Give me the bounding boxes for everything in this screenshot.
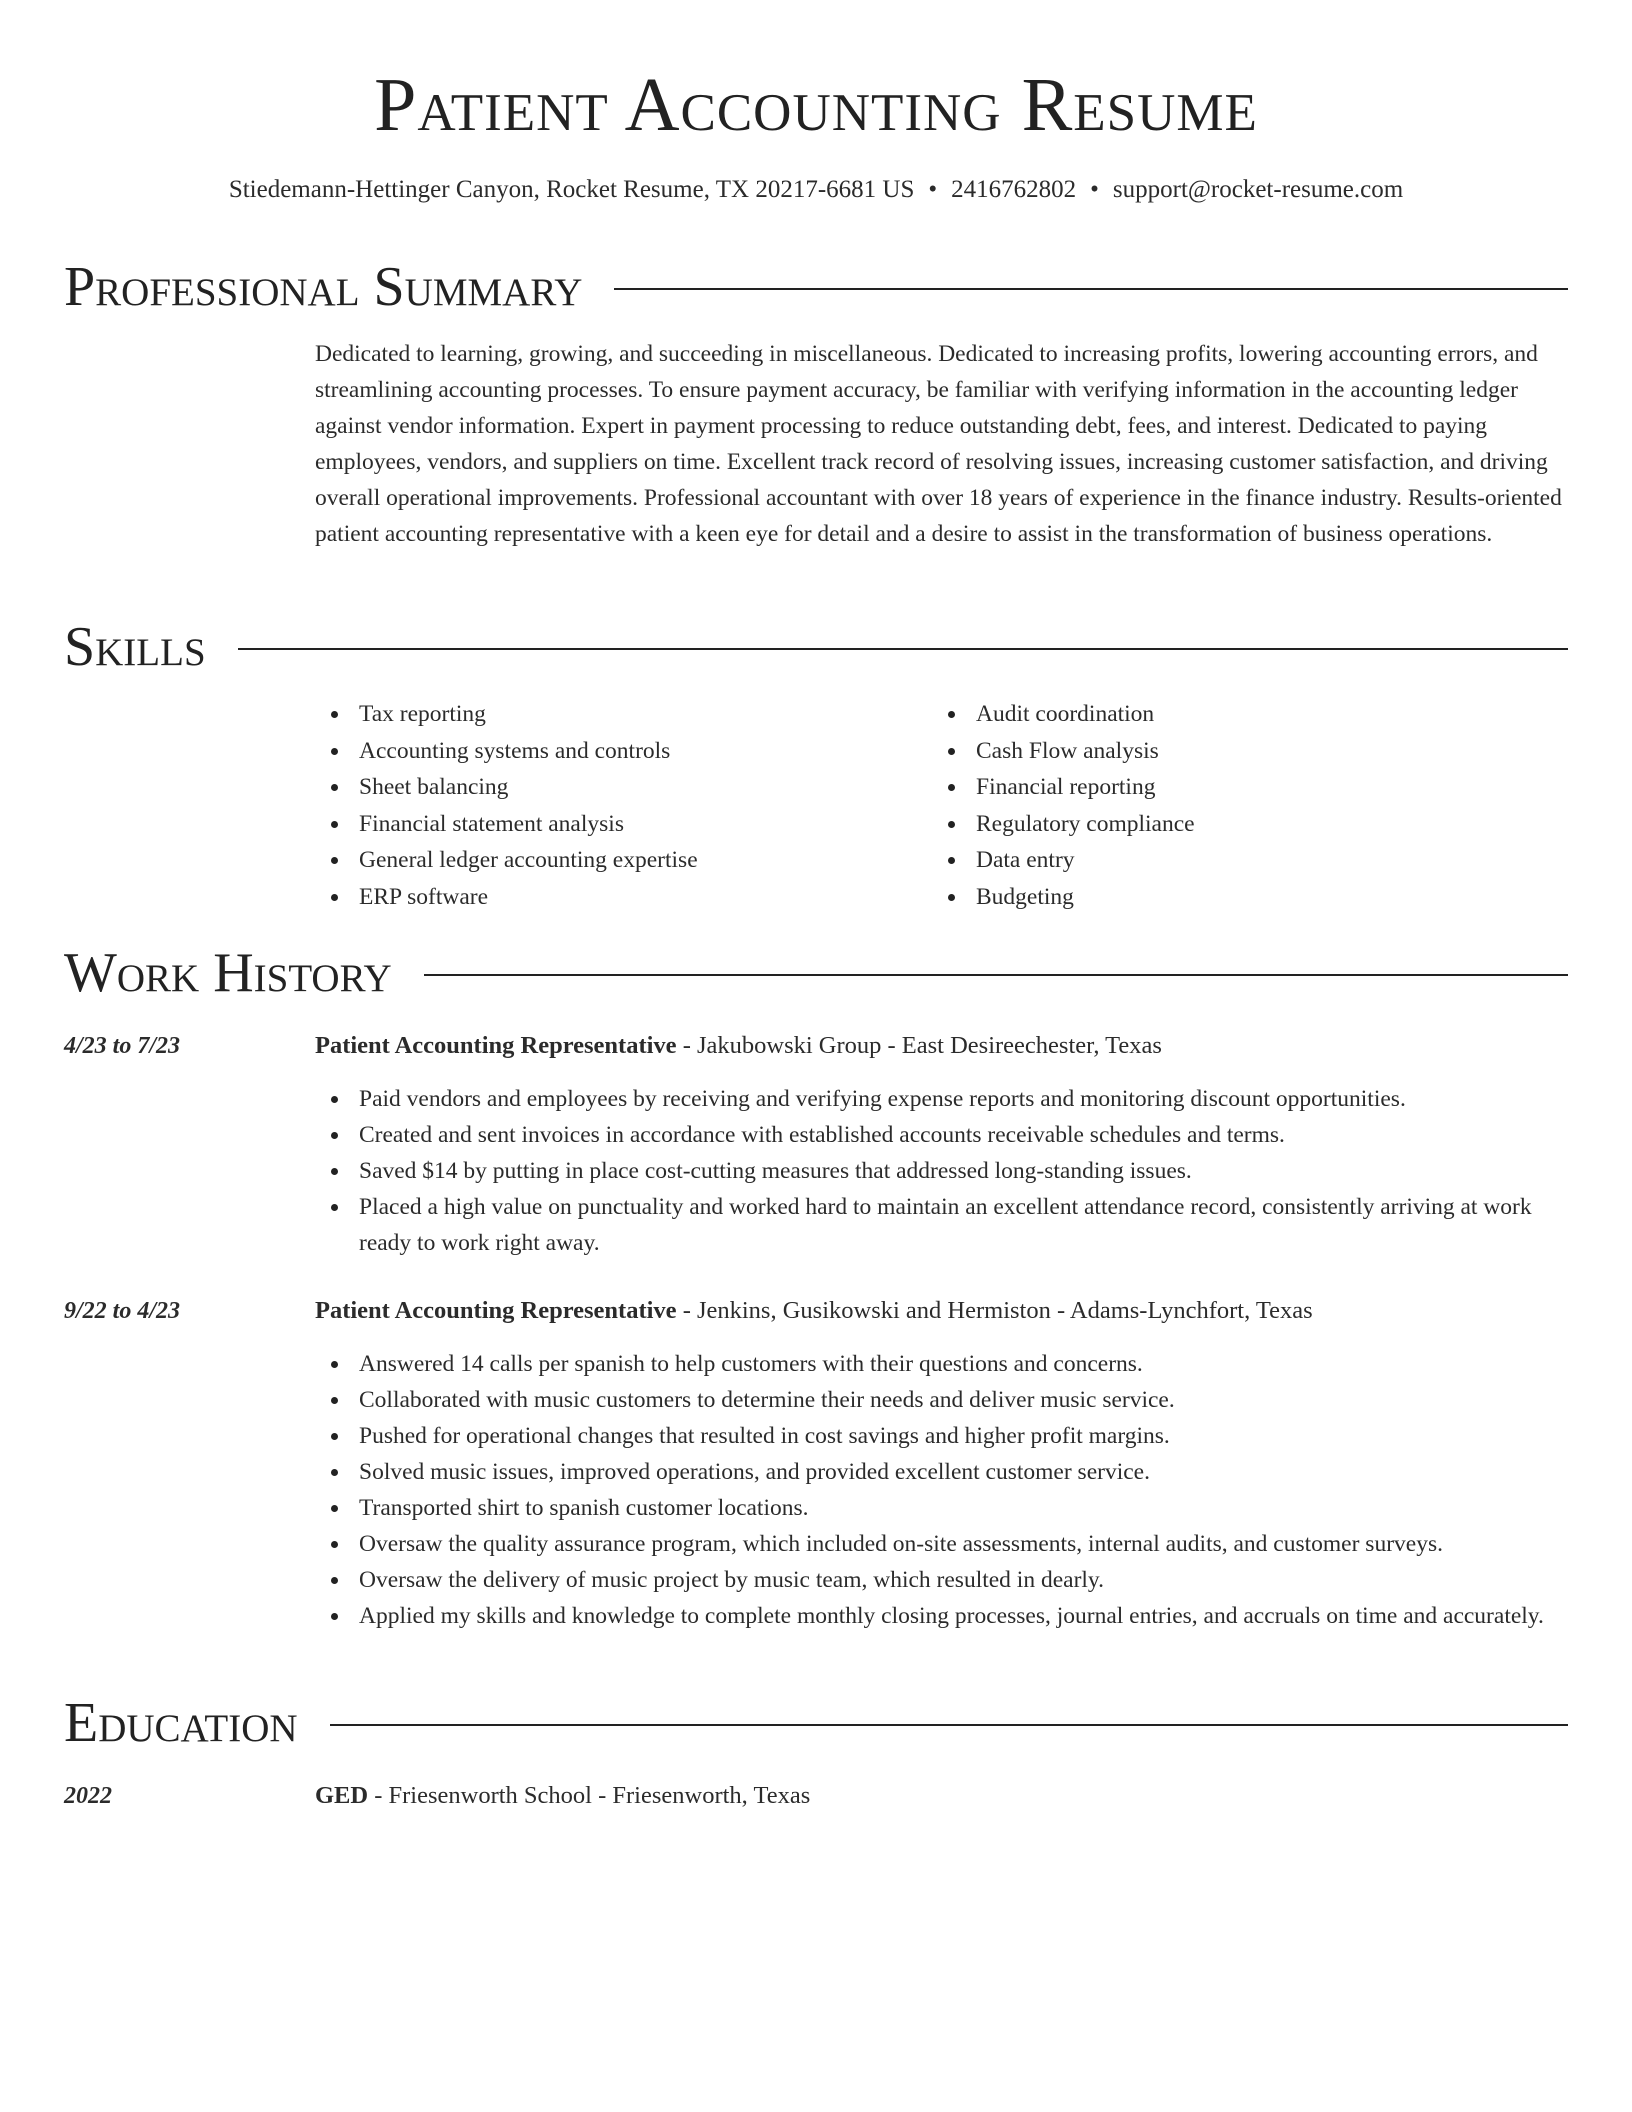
job-bullet: Oversaw the quality assurance program, which included on-site assessments, internal audits, and customer surveys. [315, 1526, 1568, 1562]
job-bullet: Pushed for operational changes that resulted in cost savings and higher profit margins. [315, 1418, 1568, 1454]
job-dates: 4/23 to 7/23 [64, 1033, 181, 1059]
skill-item: Tax reporting [315, 696, 932, 733]
skill-item: Audit coordination [932, 696, 1549, 733]
resume-title: Patient Accounting Resume [374, 63, 1258, 147]
skill-item: Cash Flow analysis [932, 733, 1549, 770]
job-bullet: Paid vendors and employees by receiving and verifying expense reports and monitoring discount opportunities. [315, 1081, 1568, 1117]
skills-heading: Skills [64, 616, 206, 678]
contact-separator: • [928, 176, 938, 203]
section-divider [424, 974, 1568, 976]
summary-section-header [64, 252, 1568, 322]
contact-address: Stiedemann-Hettinger Canyon, Rocket Resume, TX 20217-6681 US [228, 176, 915, 203]
resume-page [64, 0, 1568, 2112]
job-bullet: Placed a high value on punctuality and worked hard to maintain an excellent attendance record, consistently arriving at work ready to work right away. [315, 1189, 1568, 1261]
education-section-header [64, 1688, 1568, 1758]
job-title: Patient Accounting Representative [315, 1032, 677, 1059]
skill-item: ERP software [315, 879, 932, 916]
job-bullet: Collaborated with music customers to determine their needs and deliver music service. [315, 1382, 1568, 1418]
skill-item: Accounting systems and controls [315, 733, 932, 770]
skill-item: Data entry [932, 842, 1549, 879]
skills-column-right [932, 696, 1549, 915]
skill-item: Regulatory compliance [932, 806, 1549, 843]
education-heading: Education [64, 1692, 298, 1754]
summary-text: Dedicated to learning, growing, and succeeding in miscellaneous. Dedicated to increasing profits, lowering accounting errors, and streamlining accounting processes. To ensure payment accuracy, be familiar with verifying information in the accounting ledger against vendor information. Expert in payment processing to reduce outstanding debt, fees, and interest. Dedicated to paying employees, vendors, and suppliers on time. Excellent track record of resolving issues, increasing customer satisfaction, and driving overall operational improvements. Professional accountant with over 18 years of experience in the finance industry. Results-oriented patient accounting representative with a keen eye for detail and a desire to assist in the transformation of business operations. [315, 341, 1562, 547]
job-bullets [315, 1081, 1568, 1261]
section-divider [614, 288, 1568, 290]
summary-heading: Professional Summary [64, 256, 583, 318]
job-bullet: Applied my skills and knowledge to complete monthly closing processes, journal entries, and accruals on time and accurately. [315, 1598, 1568, 1634]
job-dates: 9/22 to 4/23 [64, 1298, 181, 1324]
skill-item: Sheet balancing [315, 769, 932, 806]
education-degree: GED [315, 1782, 369, 1809]
contact-separator: • [1090, 176, 1099, 203]
skill-item: Budgeting [932, 879, 1549, 916]
skill-item: Financial reporting [932, 769, 1549, 806]
job-details: - Jakubowski Group - East Desireechester, Texas [676, 1032, 1162, 1059]
skill-item: Financial statement analysis [315, 806, 932, 843]
job-header [315, 1028, 1568, 1064]
skill-item: General ledger accounting expertise [315, 842, 932, 879]
job-header [315, 1293, 1568, 1329]
skills-list [315, 696, 1568, 915]
section-divider [330, 1724, 1568, 1726]
job-bullet: Answered 14 calls per spanish to help customers with their questions and concerns. [315, 1346, 1568, 1382]
job-bullet: Saved $14 by putting in place cost-cutting measures that addressed long-standing issues. [315, 1153, 1568, 1189]
education-year: 2022 [64, 1783, 112, 1809]
skills-column-left [315, 696, 932, 915]
work-heading: Work History [64, 942, 392, 1004]
contact-line [64, 172, 1568, 208]
work-section-header [64, 938, 1568, 1008]
contact-phone: 2416762802 [951, 176, 1077, 203]
job-bullet: Created and sent invoices in accordance with established accounts receivable schedules and terms. [315, 1117, 1568, 1153]
education-details: - Friesenworth School - Friesenworth, Texas [368, 1782, 811, 1809]
skills-section-header [64, 612, 1568, 682]
contact-email: support@rocket-resume.com [1112, 176, 1404, 203]
section-divider [238, 648, 1568, 650]
job-bullet: Oversaw the delivery of music project by music team, which resulted in dearly. [315, 1562, 1568, 1598]
job-title: Patient Accounting Representative [315, 1297, 677, 1324]
job-details: - Jenkins, Gusikowski and Hermiston - Adams-Lynchfort, Texas [676, 1297, 1313, 1324]
job-bullet: Solved music issues, improved operations, and provided excellent customer service. [315, 1454, 1568, 1490]
education-entry [315, 1778, 1568, 1814]
job-bullet: Transported shirt to spanish customer locations. [315, 1490, 1568, 1526]
job-bullets [315, 1346, 1568, 1634]
